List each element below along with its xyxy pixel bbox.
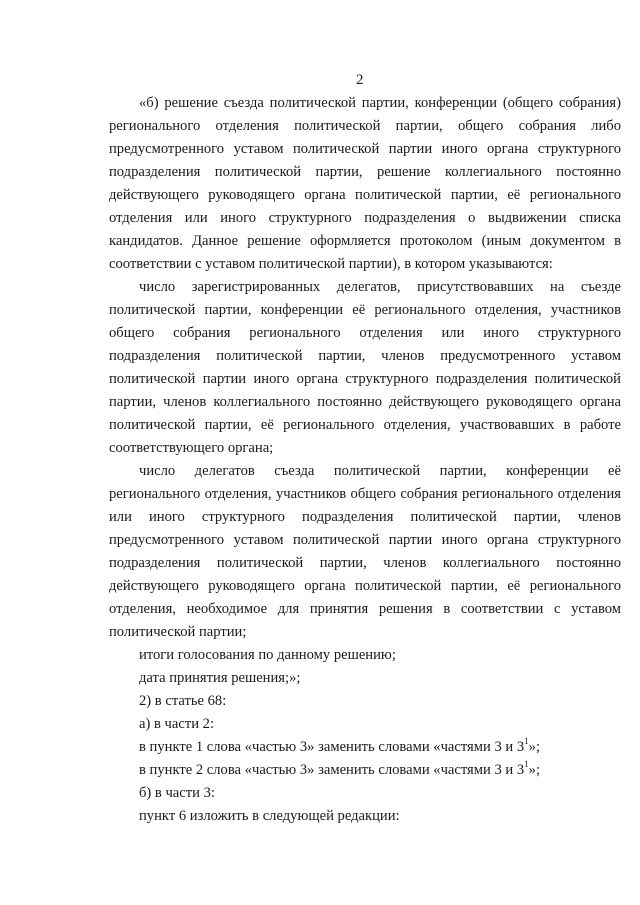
text-line: число зарегистрированных делегатов, присутствовавших на съезде (139, 279, 621, 295)
text-line: кандидатов. Данное решение оформляется протоколом (иным документом в (109, 233, 621, 249)
text-line: общего собрания регионального отделения или иного структурного (109, 325, 621, 341)
text-line: политической партии, её регионального отделения, участвовавших в работе (109, 417, 621, 433)
item-1-superscript: 1 (524, 736, 529, 747)
text-line: подразделения политической партии, членов коллегиального постоянно (109, 555, 621, 571)
decision-date-line: дата принятия решения;»; (139, 670, 301, 686)
item-1-end: »; (528, 739, 541, 755)
paragraph-required-delegates (109, 460, 621, 644)
text-line: отделения или иного структурного подразделения о выдвижении списка (109, 210, 621, 226)
item-2-text: в пункте 2 слова «частью 3» заменить словами «частями 3 и 3 (139, 762, 525, 778)
text-line: соответствующего органа; (109, 440, 274, 456)
text-line: подразделения политической партии, решение коллегиального постоянно (109, 164, 621, 180)
text-line: подразделения политической партии, членов предусмотренного уставом (109, 348, 621, 364)
text-line: или иного структурного подразделения политической партии, членов (109, 509, 621, 525)
voting-results-line: итоги голосования по данному решению; (139, 647, 396, 663)
text-line: политической партии; (109, 624, 247, 640)
text-line: регионального отделения, участников общего собрания регионального отделения (109, 486, 621, 502)
text-line: число делегатов съезда политической партии, конференции её (139, 463, 621, 479)
page-number: 2 (356, 72, 364, 88)
paragraph-decision (109, 92, 621, 276)
item-1-line (109, 736, 621, 759)
text-line: «б) решение съезда политической партии, конференции (общего собрания) (139, 95, 621, 111)
text-line: действующего руководящего органа политической партии, её регионального (109, 578, 621, 594)
item-2-line (109, 759, 621, 782)
text-line: партии, членов коллегиального постоянно действующего руководящего органа (109, 394, 621, 410)
text-line: отделения, необходимое для принятия решения в соответствии с уставом (109, 601, 621, 617)
text-line: предусмотренного уставом политической партии иного органа структурного (109, 141, 621, 157)
paragraph-registered-delegates (109, 276, 621, 460)
item-2-end: »; (528, 762, 541, 778)
text-line: регионального отделения политической партии, общего собрания либо (109, 118, 621, 134)
item-2-superscript: 1 (524, 759, 529, 770)
item-1-text: в пункте 1 слова «частью 3» заменить словами «частями 3 и 3 (139, 739, 525, 755)
article-68-line: 2) в статье 68: (139, 693, 227, 709)
text-line: предусмотренного уставом политической партии иного органа структурного (109, 532, 621, 548)
text-line: политической партии, конференции её регионального отделения, участников (109, 302, 621, 318)
part-3-line: б) в части 3: (139, 785, 215, 801)
document-body (109, 92, 621, 828)
part-2-line: а) в части 2: (139, 716, 215, 732)
text-line: действующего руководящего органа политической партии, её регионального (109, 187, 621, 203)
text-line: политической партии иного органа структурного подразделения политической (109, 371, 621, 387)
text-line: соответствии с уставом политической партии), в котором указываются: (109, 256, 553, 272)
item-6-line: пункт 6 изложить в следующей редакции: (139, 808, 400, 824)
